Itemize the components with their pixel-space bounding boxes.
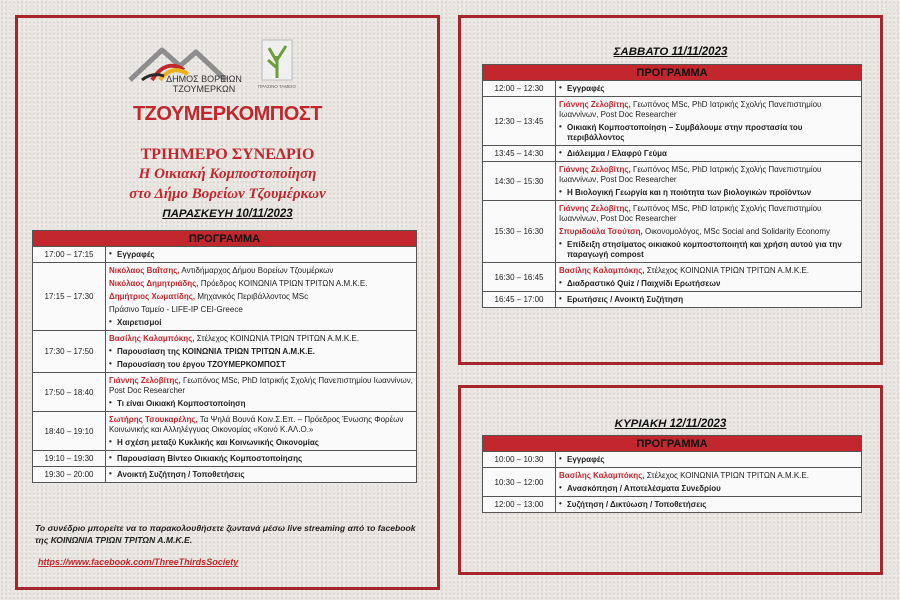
- session-details: [106, 373, 417, 412]
- conference-subtitle-2: στο Δήμο Βορείων Τζουμέρκων: [129, 186, 326, 202]
- time-slot: 13:45 – 14:30: [483, 146, 556, 162]
- speaker-name: Βασίλης Καλαμπόκης,: [559, 470, 645, 480]
- table-row: [483, 201, 862, 263]
- speaker-name: Δημήτριος Χωματίδης,: [109, 291, 196, 301]
- session-topic: • Ανασκόπηση / Αποτελέσματα Συνεδρίου: [559, 482, 858, 495]
- table-row: [483, 97, 862, 146]
- speaker-role: Γεωπόνος MSc, PhD Ιατρικής Σχολής Πανεπιστημίου Ιωαννίνων, Post Doc Researcher: [559, 203, 822, 223]
- time-slot: 17:15 – 17:30: [33, 263, 106, 331]
- speaker-name: Νικόλαος Δημητριάδης,: [109, 278, 199, 288]
- time-slot: 19:30 – 20:00: [33, 467, 106, 483]
- time-slot: 17:30 – 17:50: [33, 331, 106, 373]
- day3-header: ΚΥΡΙΑΚΗ 12/11/2023: [614, 418, 727, 430]
- speaker-line: [559, 202, 858, 225]
- table-row: [33, 263, 417, 331]
- table-row: [483, 81, 862, 97]
- session-topic: • Ερωτήσεις / Ανοικτή Συζήτηση: [559, 293, 858, 306]
- speaker-name: Βασίλης Καλαμπόκης,: [109, 333, 195, 343]
- session-topic: • Η σχέση μεταξύ Κυκλικής και Κοινωνικής Οικονομίας: [109, 436, 413, 449]
- table-row: [33, 467, 417, 483]
- conference-subtitle-1: Η Οικιακή Κομποστοποίηση: [138, 166, 317, 182]
- session-details: [106, 263, 417, 331]
- speaker-line: [109, 413, 413, 436]
- time-slot: 17:00 – 17:15: [33, 247, 106, 263]
- program-banner: ΠΡΟΓΡΑΜΜΑ: [33, 231, 417, 247]
- speaker-name: Σωτήρης Τσουκαρέλης,: [109, 414, 198, 424]
- day1-header: ΠΑΡΑΣΚΕΥΗ 10/11/2023: [162, 208, 293, 220]
- day1-program-table: [32, 230, 417, 483]
- speaker-role: Πρόεδρος ΚΟΙΝΩΝΙΑ ΤΡΙΩΝ ΤΡΙΤΩΝ Α.Μ.Κ.Ε.: [198, 278, 368, 288]
- session-details: [556, 263, 862, 292]
- speaker-line: [109, 374, 413, 397]
- table-row: [483, 292, 862, 308]
- session-details: [106, 451, 417, 467]
- time-slot: 17:50 – 18:40: [33, 373, 106, 412]
- table-row: [33, 331, 417, 373]
- speaker-line: [559, 264, 858, 277]
- day3-program-table: [482, 435, 862, 513]
- session-details: [106, 331, 417, 373]
- speaker-name: Γιάννης Ζελοβίτης,: [559, 203, 631, 213]
- streaming-note: Το συνέδριο μπορείτε να το παρακολουθήσετε ζωντανά μέσω live streaming από το facebook της ΚΟΙΝΩΝΙΑ ΤΡΙΩΝ ΤΡΙΤΩΝ Α.Μ.Κ.Ε.: [35, 523, 416, 545]
- speaker-name: Νικόλαος Βαΐτσης,: [109, 265, 180, 275]
- speaker-role: Γεωπόνος MSc, PhD Ιατρικής Σχολής Πανεπιστημίου Ιωαννίνων, Post Doc Researcher: [559, 164, 822, 184]
- speaker-role: Στέλεχος ΚΟΙΝΩΝΙΑ ΤΡΙΩΝ ΤΡΙΤΩΝ Α.Μ.Κ.Ε.: [194, 333, 359, 343]
- speaker-name: Γιάννης Ζελοβίτης,: [559, 164, 631, 174]
- session-topic: • Παρουσίαση της ΚΟΙΝΩΝΙΑ ΤΡΙΩΝ ΤΡΙΤΩΝ Α.Μ.Κ.Ε.: [109, 345, 413, 358]
- program-banner: ΠΡΟΓΡΑΜΜΑ: [483, 436, 862, 452]
- speaker-role: Στέλεχος ΚΟΙΝΩΝΙΑ ΤΡΙΩΝ ΤΡΙΤΩΝ Α.Μ.Κ.Ε.: [644, 470, 809, 480]
- session-details: [556, 468, 862, 497]
- time-slot: 12:00 – 12:30: [483, 81, 556, 97]
- conference-title: ΤΡΙΗΜΕΡΟ ΣΥΝΕΔΡΙΟ: [140, 146, 315, 163]
- session-details: [556, 162, 862, 201]
- speaker-line: [559, 163, 858, 186]
- session-topic: • Διάλειμμα / Ελαφρύ Γεύμα: [559, 147, 858, 160]
- time-slot: 15:30 – 16:30: [483, 201, 556, 263]
- day2-program-table: [482, 64, 862, 308]
- speaker-line: [109, 277, 413, 290]
- time-slot: 10:30 – 12:00: [483, 468, 556, 497]
- session-details: [556, 201, 862, 263]
- speaker-role: Στέλεχος ΚΟΙΝΩΝΙΑ ΤΡΙΩΝ ΤΡΙΤΩΝ Α.Μ.Κ.Ε.: [644, 265, 809, 275]
- time-slot: 18:40 – 19:10: [33, 412, 106, 451]
- program-banner: ΠΡΟΓΡΑΜΜΑ: [483, 65, 862, 81]
- session-topic: • Εγγραφές: [559, 82, 858, 95]
- session-details: [556, 81, 862, 97]
- speaker-role: Γεωπόνος MSc, PhD Ιατρικής Σχολής Πανεπιστημίου Ιωαννίνων, Post Doc Researcher: [109, 375, 413, 395]
- session-topic: • Εγγραφές: [109, 248, 413, 261]
- session-topic: • Χαιρετισμοί: [109, 316, 413, 329]
- speaker-role: Τα Ψηλά Βουνά Κοιν.Σ.Επ. – Πρόεδρος Ένωσης Φορέων Κοινωνικής και Αλληλέγγυας Οικονομίας «Κοινό Κ.ΑΛ.Ο.»: [109, 414, 404, 434]
- speaker-role: Μηχανικός Περιβάλλοντος MSc: [195, 291, 309, 301]
- table-row: [33, 412, 417, 451]
- speaker-line: [109, 332, 413, 345]
- session-topic: • Παρουσίαση Βίντεο Οικιακής Κομποστοποίησης: [109, 452, 413, 465]
- session-topic: • Ανοικτή Συζήτηση / Τοποθετήσεις: [109, 468, 413, 481]
- table-row: [33, 373, 417, 412]
- table-row: [483, 146, 862, 162]
- speaker-name: Γιάννης Ζελοβίτης,: [109, 375, 181, 385]
- session-topic: • Παρουσίαση του έργου ΤΖΟΥΜΕΡΚΟΜΠΟΣΤ: [109, 358, 413, 371]
- time-slot: 16:30 – 16:45: [483, 263, 556, 292]
- time-slot: 19:10 – 19:30: [33, 451, 106, 467]
- session-details: [556, 97, 862, 146]
- municipality-name-line1: ΔΗΜΟΣ ΒΟΡΕΙΩΝ: [166, 74, 242, 84]
- session-details: [556, 146, 862, 162]
- table-row: [483, 263, 862, 292]
- session-topic: • Εγγραφές: [559, 453, 858, 466]
- table-row: [33, 451, 417, 467]
- time-slot: 12:00 – 13:00: [483, 497, 556, 513]
- table-row: [483, 497, 862, 513]
- speaker-line: [109, 290, 413, 303]
- speaker-role: Οικονομολόγος, MSc Social and Solidarity Economy: [642, 226, 831, 236]
- time-slot: 16:45 – 17:00: [483, 292, 556, 308]
- session-topic: • Η Βιολογική Γεωργία και η ποιότητα των βιολογικών προϊόντων: [559, 186, 858, 199]
- speaker-line: [559, 469, 858, 482]
- partner-name: ΠΡΑΣΙΝΟ ΤΑΜΕΙΟ: [258, 84, 296, 89]
- speaker-line: [559, 225, 858, 238]
- session-topic: • Επίδειξη στησίματος οικιακού κομποστοποιητή και χρήση αυτού για την παραγωγή compost: [559, 238, 858, 261]
- session-details: [556, 497, 862, 513]
- project-brand-title: ΤΖΟΥΜΕΡΚΟΜΠΟΣΤ: [132, 103, 323, 125]
- session-details: [556, 452, 862, 468]
- session-details: [106, 412, 417, 451]
- session-topic: • Διαδραστικό Quiz / Παιχνίδι Ερωτήσεων: [559, 277, 858, 290]
- municipality-name-line2: ΤΖΟΥΜΕΡΚΩΝ: [172, 84, 236, 94]
- session-topic: • Οικιακή Κομποστοποίηση – Συμβάλουμε στην προστασία του περιβάλλοντος: [559, 121, 858, 144]
- time-slot: 12:30 – 13:45: [483, 97, 556, 146]
- facebook-link[interactable]: https://www.facebook.com/ThreeThirdsSociety: [38, 557, 239, 567]
- speaker-line: [109, 264, 413, 277]
- speaker-role: Γεωπόνος MSc, PhD Ιατρικής Σχολής Πανεπιστημίου Ιωαννίνων, Post Doc Researcher: [559, 99, 822, 119]
- table-row: [483, 452, 862, 468]
- speaker-name: Βασίλης Καλαμπόκης,: [559, 265, 645, 275]
- session-details: [106, 467, 417, 483]
- session-topic: • Τι είναι Οικιακή Κομποστοποίηση: [109, 397, 413, 410]
- speaker-role: Πράσινο Ταμείο - LIFE-IP CEI-Greece: [109, 304, 243, 314]
- speaker-line: [109, 303, 413, 316]
- session-details: [106, 247, 417, 263]
- time-slot: 14:30 – 15:30: [483, 162, 556, 201]
- time-slot: 10:00 – 10:30: [483, 452, 556, 468]
- day2-header: ΣΑΒΒΑΤΟ 11/11/2023: [613, 46, 728, 58]
- table-row: [483, 162, 862, 201]
- session-details: [556, 292, 862, 308]
- speaker-name: Γιάννης Ζελοβίτης,: [559, 99, 631, 109]
- table-row: [483, 468, 862, 497]
- session-topic: • Συζήτηση / Δικτύωση / Τοποθετήσεις: [559, 498, 858, 511]
- table-row: [33, 247, 417, 263]
- speaker-line: [559, 98, 858, 121]
- speaker-role: Αντιδήμαρχος Δήμου Βορείων Τζουμέρκων: [179, 265, 334, 275]
- speaker-name: Σπυριδούλα Τσούτση,: [559, 226, 643, 236]
